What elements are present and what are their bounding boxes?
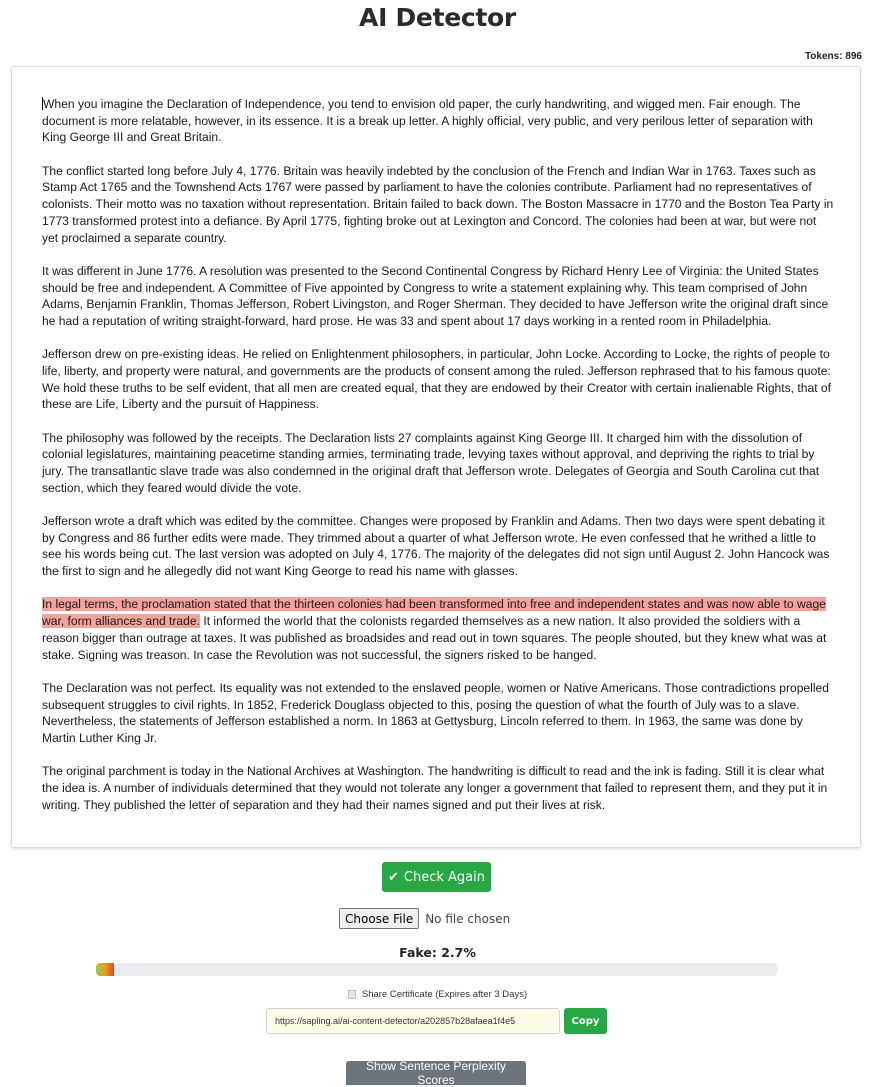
share-label: Share Certificate (Expires after 3 Days) bbox=[361, 989, 528, 1000]
share-certificate bbox=[0, 989, 875, 1000]
text-paragraph bbox=[42, 163, 835, 247]
paragraph-text: It was different in June 1776. A resolution was presented to the Second Continental Congress by Richard Henry Lee of Virginia: the United States should be free and independent. A Committee of Five appointed by Congress to write a statement explaining why. This team comprised of John Adams, Benjamin Franklin, Thomas Jefferson, Robert Livingston, and Roger Sherman. They decided to have Jefferson write the original draft since he had a reputation of writing straight-forward, hard prose. He was 33 and spent about 17 days working in a rented room in Philadelphia. bbox=[42, 263, 829, 328]
fake-progress-fill bbox=[96, 963, 114, 976]
file-upload bbox=[339, 908, 510, 929]
file-status: No file chosen bbox=[425, 911, 511, 926]
paragraph-text: The conflict started long before July 4, 1776. Britain was heavily indebted by the conclusion of the French and Indian War in 1763. Taxes such as Stamp Act 1765 and the Townshend Acts 1767 were passed by parliament to have the colonies contribute. Parliament had no representatives of colonists. Their motto was no taxation without representation. Britain failed to back down. The Boston Massacre in 1770 and the Boston Tea Party in 1773 transformed protest into a defiance. By April 1775, fighting broke out at Lexington and Concord. The colonies had been at war, but were not yet proclaimed a separate country. bbox=[42, 163, 834, 245]
paragraph-text: Jefferson drew on pre-existing ideas. He relied on Enlightenment philosophers, in particular, John Locke. According to Locke, the rights of people to life, liberty, and property were natural, and governments are the products of consent among the ruled. Jefferson rephrased that to his famous quote: We hold these truths to be self evident, that all men are created equal, that they are endowed by their Creator with certain inalienable Rights, that of these are Life, Liberty and the pursuit of Happiness. bbox=[42, 347, 832, 412]
text-paragraph bbox=[42, 430, 835, 497]
paragraph-text: It informed the world that the colonists regarded themselves as a new nation. It also provided the soldiers with a reason bigger than outrage at taxes. It was published as broadsides and read out in town squares. The people shouted, but they knew what was at stake. Signing was treason. In case the Revolution was not successful, the signers risked to be hanged. bbox=[42, 614, 827, 662]
text-paragraph bbox=[42, 346, 835, 413]
check-again-button[interactable] bbox=[382, 862, 491, 892]
text-input-area[interactable] bbox=[11, 66, 861, 848]
text-paragraph bbox=[42, 596, 835, 663]
token-count: Tokens: 896 bbox=[804, 51, 862, 62]
highlighted-sentence: In legal terms, the proclamation stated that the thirteen colonies had been transformed into free and independent states and was now able to wage war, form alliances and trade. bbox=[42, 597, 826, 629]
paragraph-text: When you imagine the Declaration of Independence, you tend to envision old paper, the curly handwriting, and wigged men. Fair enough. The document is more relatable, however, in its essence. It is a break up letter. A highly official, very public, and very perilous letter of separation with King George III and Great Britain. bbox=[42, 97, 813, 145]
text-paragraph bbox=[42, 263, 835, 330]
paragraph-text: Jefferson wrote a draft which was edited by the committee. Changes were proposed by Franklin and Adams. Then two days were spent debating it by Congress and 86 further edits were made. They trimmed about a quarter of what Jefferson wrote. He even confessed that he writhed a little to see his words being cut. The last version was adopted on July 4, 1776. The majority of the delegates did not sign until August 2. John Hancock was the first to sign and he allegedly did not want King George to read his name with glasses. bbox=[42, 514, 830, 579]
paragraph-text: The philosophy was followed by the receipts. The Declaration lists 27 complaints against King George III. It charged him with the dissolution of colonial legislatures, maintaining peacetime standing armies, terminating trade, levying taxes without approval, and depriving the rights to trial by jury. The transatlantic slave trade was also condemned in the original draft that Jefferson wrote. Delegates of Georgia and South Carolina cut that section, which they feared would divide the vote. bbox=[42, 430, 820, 495]
choose-file-button[interactable]: Choose File bbox=[339, 908, 419, 929]
check-again-label: Check Again bbox=[403, 869, 485, 885]
share-checkbox[interactable] bbox=[348, 990, 356, 999]
fake-score: Fake: 2.7% bbox=[399, 945, 476, 960]
page-title: AI Detector bbox=[359, 3, 516, 32]
fake-progress-bar bbox=[96, 963, 777, 976]
show-perplexity-button[interactable]: Show Sentence Perplexity Scores bbox=[346, 1061, 526, 1085]
text-paragraph bbox=[42, 680, 835, 747]
text-paragraph bbox=[42, 513, 835, 580]
paragraph-text: The Declaration was not perfect. Its equality was not extended to the enslaved people, women or Native Americans. Those contradictions propelled subsequent struggles to civil rights. In 1852, Frederick Douglass objected to this, posing the question of what the fourth of July was to a slave. Nevertheless, the statements of Jefferson established a norm. In 1863 at Gettysburg, Lincoln referred to them. In 1963, the same was done by Martin Luther King Jr. bbox=[42, 680, 829, 745]
check-icon: ✔ bbox=[388, 869, 399, 885]
paragraph-text: The original parchment is today in the National Archives at Washington. The handwriting is difficult to read and the ink is fading. Still it is clear what the idea is. A number of individuals determined that they would not tolerate any longer a government that failed to represent them, and they put it in writing. They published the letter of separation and they had their names signed and put their lives at risk. bbox=[42, 764, 828, 812]
text-paragraph bbox=[42, 763, 835, 813]
share-url-row bbox=[266, 1008, 607, 1034]
copy-button[interactable]: Copy bbox=[564, 1008, 607, 1034]
text-paragraph bbox=[42, 96, 835, 146]
share-url-input[interactable] bbox=[266, 1008, 560, 1034]
